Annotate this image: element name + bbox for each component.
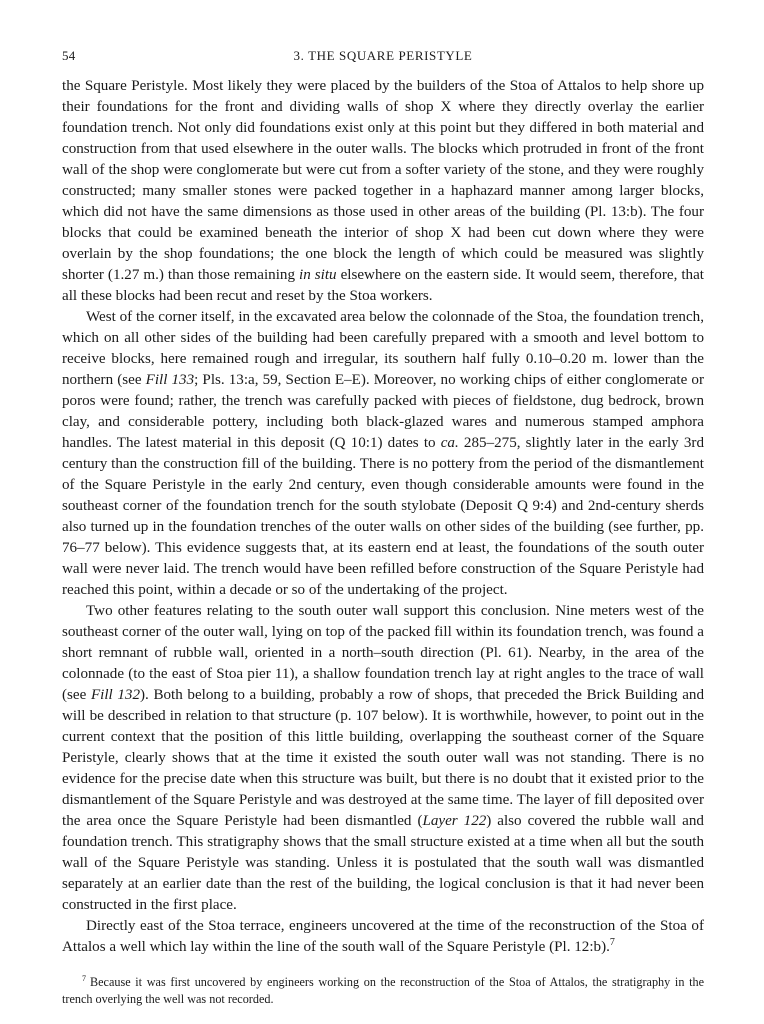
chapter-title: 3. THE SQUARE PERISTYLE (293, 48, 473, 63)
footnote-marker: 7 (82, 973, 86, 983)
running-head (62, 44, 704, 66)
body-text (62, 76, 704, 958)
document-page (62, 44, 704, 1008)
footnote-reference[interactable]: 7 (609, 936, 615, 948)
page-number: 54 (62, 48, 76, 63)
footnote (62, 974, 704, 1008)
paragraph-2: West of the corner itself, in the excavated area below the colonnade of the Stoa, the foundation trench, which on all other sides of the building had been carefully prepared with a smooth and level bottom to receive blocks, here remained rough and irregular, its southern half fully 0.10–0.20 m. lower than the northern (see Fill 133; Pls. 13:a, 59, Section E–E). Moreover, no working chips of either conglomerate or poros were found; rather, the trench was carefully packed with pieces of fieldstone, dug bedrock, brown clay, and considerable pottery, including both black-glazed wares and numerous stamped amphora handles. The latest material in this deposit (Q 10:1) dates to ca. 285–275, slightly later in the early 3rd century than the construction fill of the building. There is no pottery from the period of the dismantlement of the Square Peristyle in the early 2nd century, even though considerable amounts were found in the southeast corner of the foundation trench for the south stylobate (Deposit Q 9:4) and 2nd-century sherds also turned up in the foundation trenches of the outer walls on other sides of the building (see further, pp. 76–77 below). This evidence suggests that, at its eastern end at least, the foundations of the south outer wall were never laid. The trench would have been refilled before construction of the Square Peristyle had reached this point, within a decade or so of the undertaking of the project. (62, 309, 704, 598)
footnote-text: Because it was first uncovered by engineers working on the reconstruction of the Stoa of Attalos, the stratigraphy in the trench overlying the well was not recorded. (62, 975, 704, 1006)
paragraph-3: Two other features relating to the south outer wall support this conclusion. Nine meters west of the southeast corner of the outer wall, lying on top of the packed fill within its foundation trench, was found a short remnant of rubble wall, oriented in a north–south direction (Pl. 61). Nearby, in the area of the colonnade (to the east of Stoa pier 11), a shallow foundation trench lay at right angles to the trace of wall (see Fill 132). Both belong to a building, probably a row of shops, that preceded the Brick Building and will be described in relation to that structure (p. 107 below). It is worthwhile, however, to point out in the current context that the position of this little building, overlapping the southeast corner of the Square Peristyle, clearly shows that at the time it existed the south outer wall was not standing. There is no evidence for the precise date when this structure was built, but there is no doubt that it existed prior to the dismantlement of the Square Peristyle and was destroyed at the same time. The layer of fill deposited over the area once the Square Peristyle had been dismantled (Layer 122) also covered the rubble wall and foundation trench. This stratigraphy shows that the small structure existed at a time when all but the south wall of the Square Peristyle was standing. Unless it is postulated that the south wall was dismantled separately at an earlier date than the rest of the building, the logical conclusion is that it had never been constructed in the first place. (62, 603, 705, 913)
paragraph-1: the Square Peristyle. Most likely they were placed by the builders of the Stoa of Attalos to help shore up their foundations for the front and dividing walls of shop X where they directly overlay the earlier foundation trench. Not only did foundations exist only at this point but they differed in both material and construction from that used elsewhere in the outer walls. The blocks which protruded in front of the front wall of the shop were conglomerate but were cut from a softer variety of the stone, and they were roughly constructed; many smaller stones were packed together in a haphazard manner among larger blocks, which did not have the same dimensions as those used in other areas of the building (Pl. 13:b). The four blocks that could be examined beneath the interior of shop X had been cut down where they were overlain by the shop foundations; the one block the length of which could be measured was slightly shorter (1.27 m.) than those remaining in situ elsewhere on the eastern side. It would seem, therefore, that all these blocks had been recut and reset by the Stoa workers. (62, 78, 705, 304)
paragraph-4: Directly east of the Stoa terrace, engineers uncovered at the time of the reconstruction of the Stoa of Attalos a well which lay within the line of the south wall of the Square Peristyle (Pl. 12:b).$^7$ (62, 918, 704, 955)
